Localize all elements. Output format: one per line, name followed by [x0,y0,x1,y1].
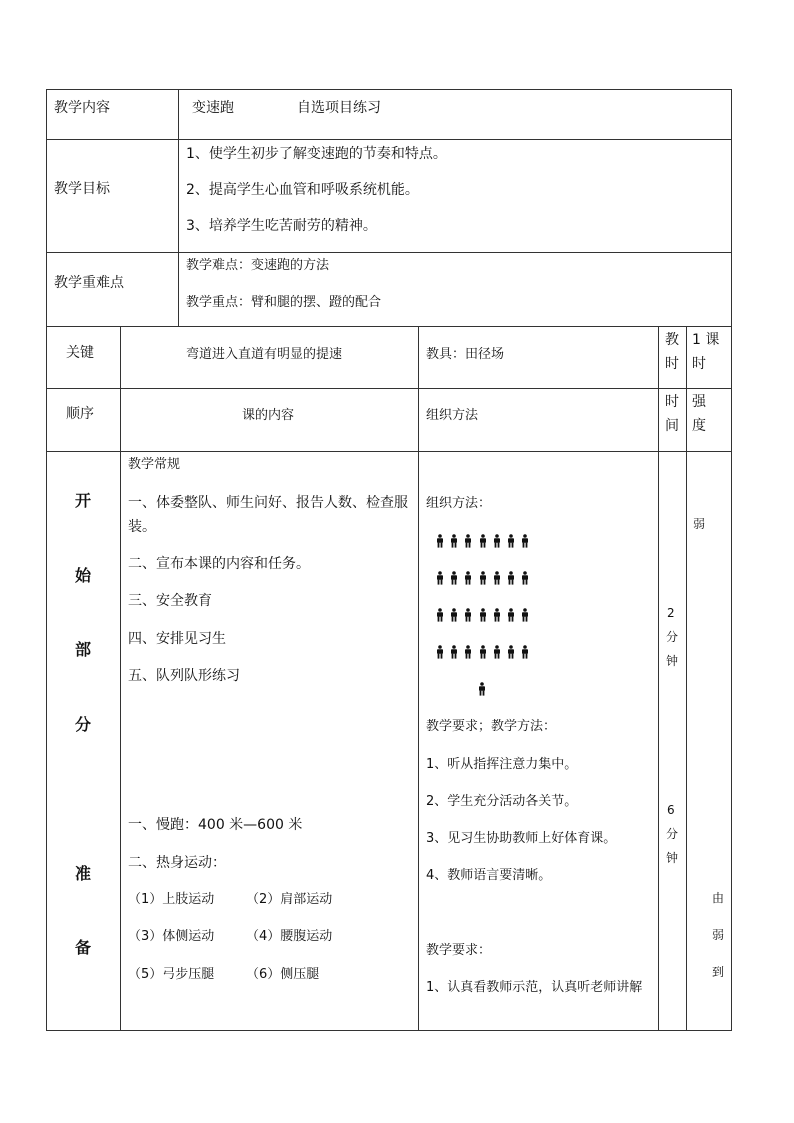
person-icon [450,534,458,548]
content-line-6: 四、安排见习生 [128,631,226,647]
time-2-unit-1: 分 [666,827,679,841]
method-line-5: 3、见习生协助教师上好体育课。 [426,831,617,846]
person-icon [521,645,529,659]
warmup-6: （6）侧压腿 [246,967,320,982]
person-icon [493,534,501,548]
person-icon [493,571,501,585]
person-icon [436,608,444,622]
header-time-1: 时 [665,394,679,410]
warmup-2: （2）肩部运动 [246,892,333,907]
person-icon [507,571,515,585]
goal-3: 3、培养学生吃苦耐劳的精神。 [186,218,377,234]
row-divider-3 [46,326,732,327]
formation-diagram [420,530,656,700]
person-icon [507,645,515,659]
warmup-1: （1）上肢运动 [128,892,215,907]
hours-value-1: 1 课 [692,332,720,348]
warmup-4: （4）腰腹运动 [246,929,333,944]
intensity-2-3: 到 [712,965,725,979]
header-time-2: 间 [665,418,679,434]
hours-label-2: 时 [665,356,679,372]
person-icon [493,645,501,659]
equipment: 教具：田径场 [426,347,505,362]
table-border-right [731,89,732,1031]
header-order: 顺序 [66,406,94,422]
person-icon [464,571,472,585]
goals-label: 教学目标 [54,181,110,197]
content-value-1: 变速跑 [192,100,234,116]
section-char-4: 分 [75,715,92,734]
key-points-label: 教学重难点 [54,275,124,291]
section-char-3: 部 [75,640,92,659]
person-icon [493,608,501,622]
section-char-2: 始 [75,566,92,585]
person-icon [521,608,529,622]
row-divider-2 [46,252,732,253]
content-line-3: 装。 [128,519,156,535]
person-icon [464,534,472,548]
table-border-top [46,89,732,90]
person-icon [464,645,472,659]
intensity-1: 弱 [693,517,706,531]
intensity-2-1: 由 [712,891,725,905]
content-label: 教学内容 [54,100,110,116]
header-content: 课的内容 [242,408,295,423]
time-1-value: 2 [667,606,675,620]
intensity-2-2: 弱 [712,928,725,942]
person-icon [478,682,486,696]
table-border-bottom [46,1030,732,1031]
key-label: 关键 [66,345,94,361]
method-line-8: 1、认真看教师示范，认真听老师讲解 [426,980,643,995]
person-icon [507,608,515,622]
content-line-5: 三、安全教育 [128,593,212,609]
content-line-8: 一、慢跑：400 米—600 米 [128,817,303,833]
method-line-3: 1、听从指挥注意力集中。 [426,757,578,772]
section-char-5: 准 [75,864,92,883]
content-value-2: 自选项目练习 [297,100,381,116]
method-line-2: 教学要求；教学方法： [426,719,557,734]
person-icon [450,608,458,622]
row-divider-5 [46,451,732,452]
method-line-4: 2、学生充分活动各关节。 [426,794,578,809]
table-border-left [46,89,47,1031]
hours-label-1: 教 [665,332,679,348]
goal-2: 2、提高学生心血管和呼吸系统机能。 [186,182,419,198]
person-icon [464,608,472,622]
header-method: 组织方法 [426,408,479,423]
time-2-value: 6 [667,803,675,817]
person-icon [479,608,487,622]
difficulty: 教学难点：变速跑的方法 [186,258,330,273]
key-value: 弯道进入直道有明显的提速 [186,347,343,362]
person-icon [436,534,444,548]
section-char-1: 开 [75,491,92,510]
person-icon [521,534,529,548]
method-line-6: 4、教师语言要清晰。 [426,868,552,883]
warmup-3: （3）体侧运动 [128,929,215,944]
person-icon [436,645,444,659]
person-icon [479,645,487,659]
row-divider-4 [46,388,732,389]
warmup-5: （5）弓步压腿 [128,967,215,982]
col-divider-time [658,326,659,1031]
time-1-unit-2: 钟 [666,654,679,668]
content-line-2: 一、体委整队、师生问好、报告人数、检查服 [128,495,408,511]
time-1-unit-1: 分 [666,630,679,644]
person-icon [521,571,529,585]
col-divider-order [120,326,121,1031]
header-intensity-1: 强 [692,394,706,410]
col-divider-label [178,89,179,327]
section-char-6: 备 [75,938,92,957]
col-divider-intensity [686,326,687,1031]
person-icon [479,571,487,585]
method-line-1: 组织方法： [426,496,492,511]
person-icon [450,645,458,659]
goal-1: 1、使学生初步了解变速跑的节奏和特点。 [186,146,447,162]
person-icon [479,534,487,548]
content-line-4: 二、宣布本课的内容和任务。 [128,556,310,572]
person-icon [436,571,444,585]
content-line-7: 五、队列队形练习 [128,668,240,684]
content-line-9: 二、热身运动： [128,855,226,871]
header-intensity-2: 度 [692,418,706,434]
col-divider-method [418,326,419,1031]
time-2-unit-2: 钟 [666,851,679,865]
method-line-7: 教学要求： [426,943,492,958]
hours-value-2: 时 [692,356,706,372]
focus: 教学重点：臂和腿的摆、蹬的配合 [186,295,382,310]
person-icon [450,571,458,585]
person-icon [507,534,515,548]
row-divider-1 [46,139,732,140]
content-line-1: 教学常规 [128,457,181,472]
